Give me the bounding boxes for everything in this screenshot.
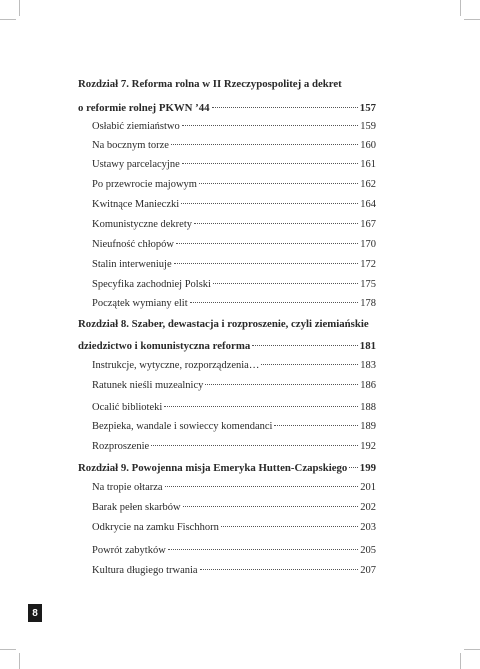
leader-dots [274,425,358,426]
toc-page-number: 202 [360,502,376,513]
toc-page-number: 203 [360,522,376,533]
toc-entry-title: Instrukcje, wytyczne, rozporządzenia… [92,360,260,371]
crop-mark-top-right [460,0,461,16]
toc-page-number: 159 [360,121,376,132]
toc-entry-title: Osłabić ziemiaństwo [92,121,180,132]
toc-entry-title: Powrót zabytków [92,545,166,556]
toc-entry-title: Na bocznym torze [92,140,169,151]
toc-entry [92,140,376,152]
toc-entry [92,199,376,211]
toc-entry-title: dziedzictwo i komunistyczna reforma [78,340,251,352]
toc-entry [92,121,376,133]
leader-dots [252,345,358,346]
crop-mark-bottom-right-h [464,649,480,650]
toc-entry [92,502,376,514]
toc-entry [92,259,376,271]
toc-entry-title: Nieufność chłopów [92,239,174,250]
toc-entry-title: Rozproszenie [92,441,150,452]
toc-page-number: 178 [360,298,376,309]
toc-page-number: 167 [360,219,376,230]
toc-entry-title: Kwitnące Manieczki [92,199,180,210]
toc-page-number: 205 [360,545,376,556]
toc-page-number: 164 [360,199,376,210]
leader-dots [212,107,358,108]
toc-entry [92,360,376,372]
toc-entry [92,219,376,231]
leader-dots [182,163,359,164]
crop-mark-top-right-h [464,19,480,20]
leader-dots [221,526,358,527]
toc-entry-title: Bezpieka, wandale i sowieccy komendanci [92,421,273,432]
toc-entry [92,279,376,291]
toc-entry-title: Po przewrocie majowym [92,179,197,190]
page-number-folio: 8 [28,604,42,622]
toc-entry-title: o reformie rolnej PKWN ’44 [78,102,210,114]
leader-dots [164,406,358,407]
leader-dots [174,263,359,264]
toc-page-number: 161 [360,159,376,170]
toc-page-number: 172 [360,259,376,270]
crop-mark-bottom-right [460,653,461,669]
leader-dots [261,364,358,365]
leader-dots [151,445,358,446]
toc-entry [92,239,376,251]
toc-entry-chapter-7 [78,102,376,114]
toc-entry-chapter-8 [78,340,376,352]
toc-page-number: 207 [360,565,376,576]
leader-dots [183,506,359,507]
leader-dots [194,223,358,224]
leader-dots [199,183,358,184]
toc-entry [92,565,376,577]
toc-entry-title: Komunistyczne dekrety [92,219,193,230]
toc-entry-title: Na tropie ołtarza [92,482,163,493]
toc-page-number: 175 [360,279,376,290]
toc-entry-title: Rozdział 9. Powojenna misja Emeryka Hutten-Czapskiego [78,462,348,474]
toc-page-number: 188 [360,402,376,413]
crop-mark-top-left-h [0,19,16,20]
toc-entry [92,441,376,453]
leader-dots [349,467,357,468]
toc-page-number: 199 [359,462,376,474]
toc-entry-title: Ustawy parcelacyjne [92,159,180,170]
toc-entry [92,380,376,392]
toc-page-number: 186 [360,380,376,391]
leader-dots [190,302,359,303]
toc-entry [92,545,376,557]
toc-entry-title: Kultura długiego trwania [92,565,198,576]
chapter-8-title-line1: Rozdział 8. Szaber, dewastacja i rozproszenie, czyli ziemiańskie [78,318,369,330]
toc-page-number: 157 [359,102,376,114]
leader-dots [168,549,358,550]
toc-page-number: 189 [360,421,376,432]
leader-dots [213,283,358,284]
leader-dots [182,125,358,126]
toc-page-number: 170 [360,239,376,250]
toc-entry [92,421,376,433]
toc-entry [92,179,376,191]
toc-entry-chapter-9 [78,462,376,474]
toc-page-number: 192 [360,441,376,452]
toc-page-number: 160 [360,140,376,151]
leader-dots [171,144,358,145]
leader-dots [200,569,359,570]
crop-mark-bottom-left-h [0,649,16,650]
toc-entry [92,522,376,534]
toc-entry-title: Stalin interweniuje [92,259,172,270]
toc-entry-title: Barak pełen skarbów [92,502,181,513]
toc-entry-title: Specyfika zachodniej Polski [92,279,211,290]
toc-entry-title: Ratunek nieśli muzealnicy [92,380,204,391]
toc-page-number: 181 [359,340,376,352]
toc-page-number: 162 [360,179,376,190]
toc-entry [92,482,376,494]
leader-dots [181,203,358,204]
toc-entry [92,159,376,171]
toc-entry [92,402,376,414]
leader-dots [165,486,359,487]
leader-dots [176,243,358,244]
toc-page-number: 201 [360,482,376,493]
toc-entry-title: Odkrycie na zamku Fischhorn [92,522,219,533]
toc-page-number: 183 [360,360,376,371]
toc-entry-title: Początek wymiany elit [92,298,188,309]
crop-mark-bottom-left [19,653,20,669]
crop-mark-top-left [19,0,20,16]
toc-entry [92,298,376,310]
leader-dots [205,384,358,385]
toc-entry-title: Ocalić biblioteki [92,402,163,413]
chapter-7-title-line1: Rozdział 7. Reforma rolna w II Rzeczypospolitej a dekret [78,78,342,90]
